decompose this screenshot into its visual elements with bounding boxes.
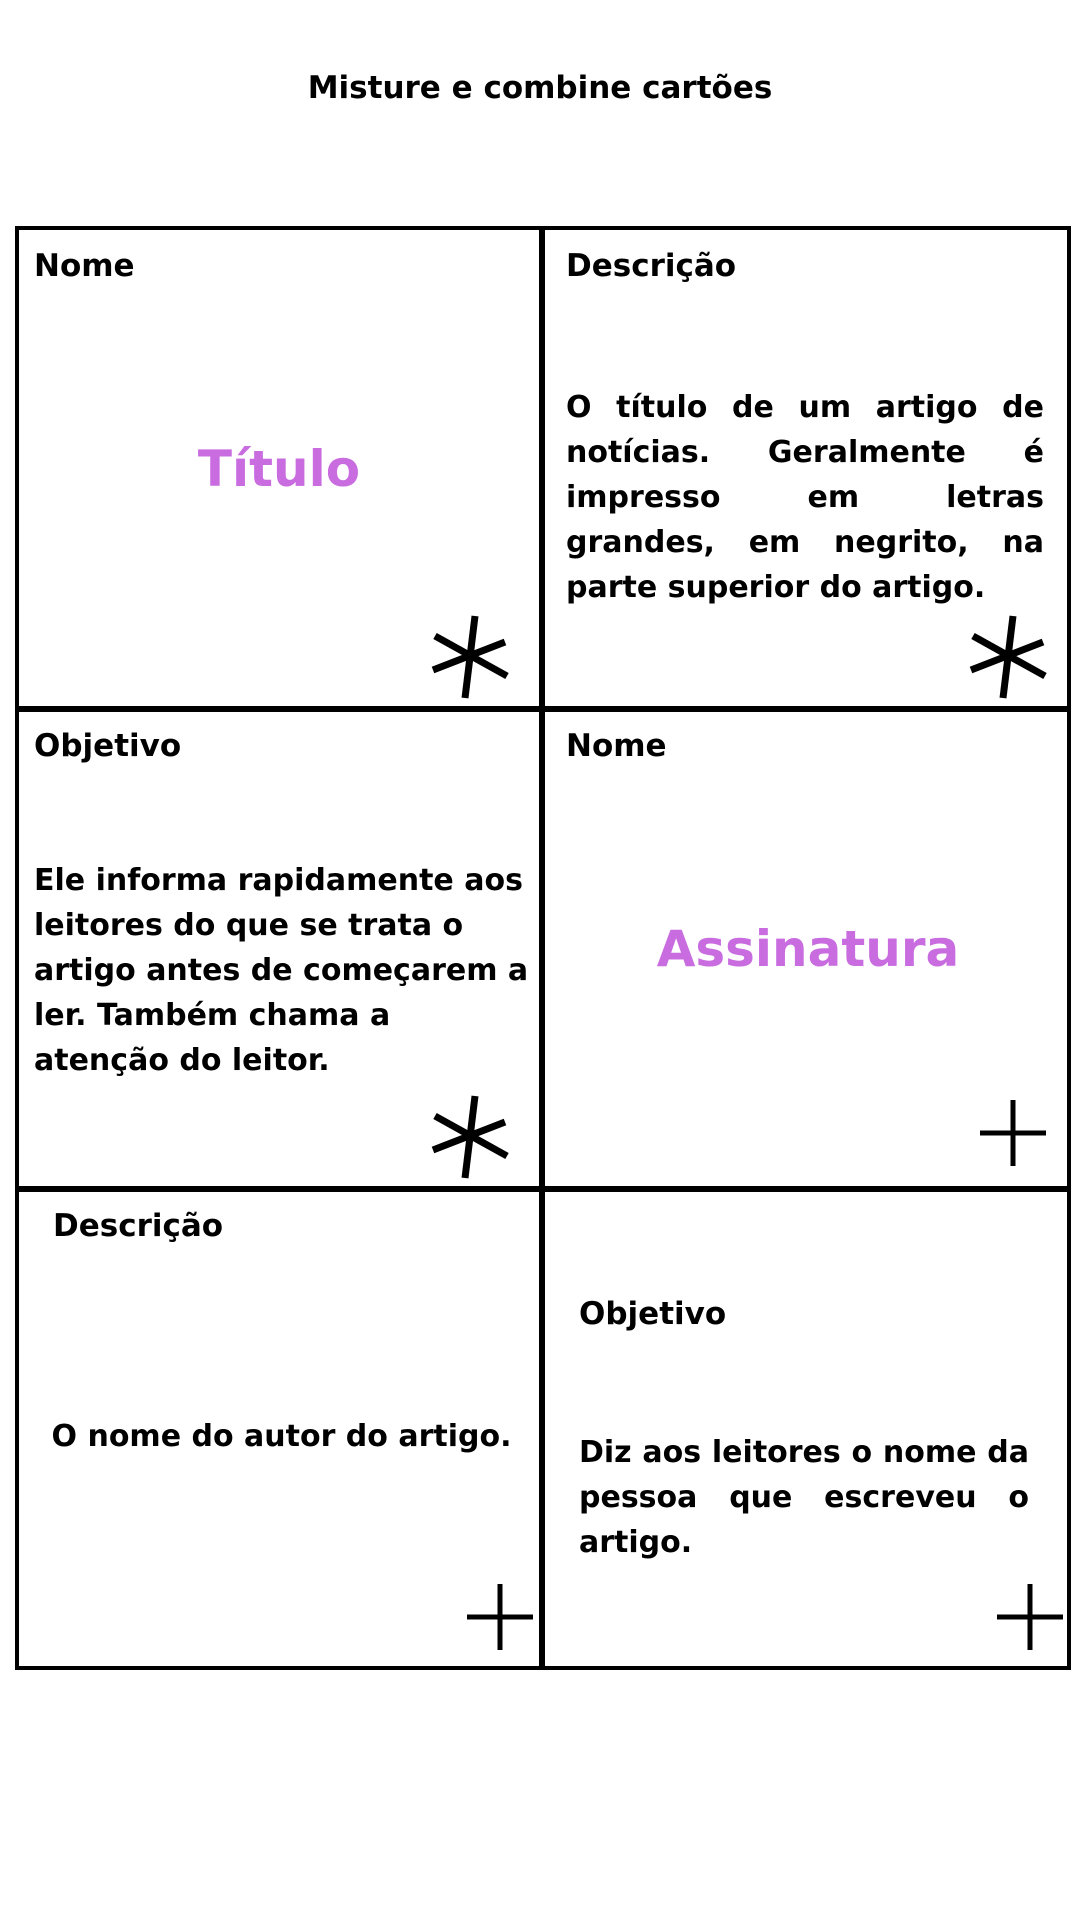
card-name-assinatura — [545, 712, 1071, 1186]
card-label: Objetivo — [34, 728, 182, 764]
card-name-titulo — [19, 230, 539, 706]
card-description-titulo — [545, 230, 1071, 706]
card-grid — [15, 226, 1071, 1670]
page-title: Misture e combine cartões — [307, 70, 773, 106]
card-objective-titulo — [19, 712, 539, 1186]
card-label: Nome — [566, 728, 667, 764]
card-text: O nome do autor do artigo. — [51, 1419, 512, 1454]
card-term: Título — [197, 440, 361, 498]
asterisk-icon — [963, 610, 1053, 700]
plus-icon — [978, 1098, 1048, 1168]
plus-icon — [995, 1582, 1065, 1652]
card-label: Descrição — [566, 248, 737, 284]
card-objective-assinatura — [545, 1192, 1071, 1666]
asterisk-icon — [425, 1090, 515, 1180]
card-label: Objetivo — [579, 1296, 727, 1332]
asterisk-icon — [425, 610, 515, 700]
card-label: Descrição — [53, 1208, 224, 1244]
card-term: Assinatura — [656, 920, 960, 978]
card-text: Ele informa rapidamente aos leitores do que se trata o artigo antes de começarem a ler. Também chama a atenção do leitor. — [34, 863, 529, 1078]
card-description-assinatura — [19, 1192, 539, 1666]
card-text: O título de um artigo de notícias. Geralmente é impresso em letras grandes, em negrito, na parte superior do artigo. — [566, 390, 1044, 605]
card-label: Nome — [34, 248, 135, 284]
plus-icon — [465, 1582, 535, 1652]
card-text: Diz aos leitores o nome da pessoa que escreveu o artigo. — [579, 1435, 1029, 1560]
